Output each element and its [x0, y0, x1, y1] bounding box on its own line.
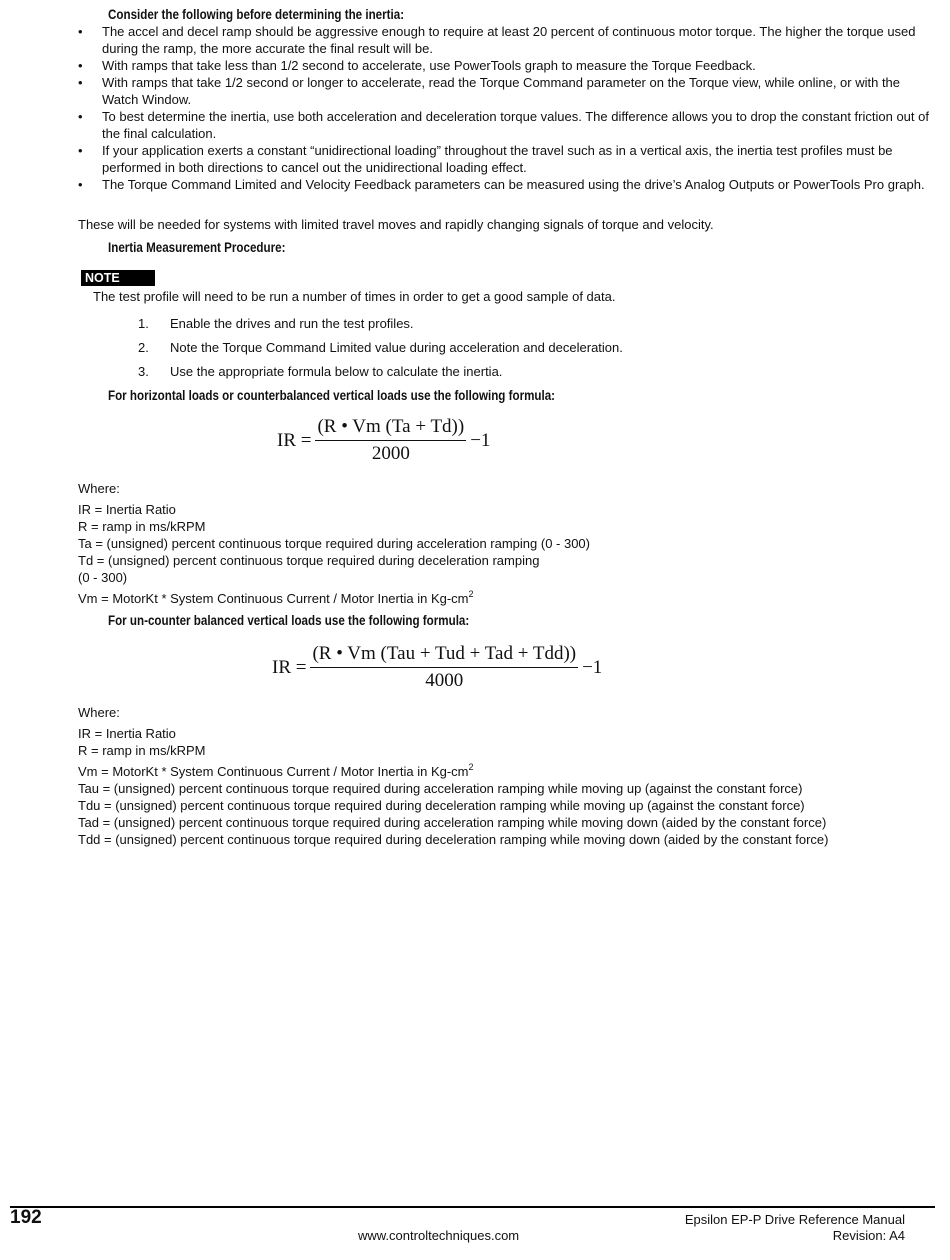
list-item [138, 315, 623, 339]
definition-line: Tdd = (unsigned) percent continuous torque required during deceleration ramping while moving down (aided by the constant force) [78, 832, 829, 847]
list-item-text: The Torque Command Limited and Velocity Feedback parameters can be measured using the drive’s Analog Outputs or PowerTools Pro graph. [102, 177, 925, 192]
vm-definition: Vm = MotorKt * System Continuous Current / Motor Inertia in Kg-cm [78, 591, 469, 606]
bullet-marker: • [78, 58, 83, 73]
list-item-text: If your application exerts a constant “unidirectional loading” throughout the travel such as in a vertical axis, the inertia test profiles must be performed in both directions to cancel out the unidirectional loading effect. [102, 143, 893, 175]
vertical-formula [272, 643, 602, 692]
superscript: 2 [468, 589, 474, 599]
list-item [78, 142, 938, 176]
definition-line: IR = Inertia Ratio [78, 726, 176, 741]
manual-title: Epsilon EP-P Drive Reference Manual [684, 1212, 905, 1227]
list-item-text: With ramps that take 1/2 second or longer to accelerate, read the Torque Command parameter on the Torque view, while online, or with the Watch Window. [102, 75, 901, 107]
definition-line [78, 763, 828, 780]
step-text: Enable the drives and run the test profiles. [170, 316, 414, 331]
where-label: Where: [78, 705, 120, 720]
vm-definition: Vm = MotorKt * System Continuous Current / Motor Inertia in Kg-cm [78, 764, 469, 779]
superscript: 2 [468, 762, 474, 772]
definition-line: Tdu = (unsigned) percent continuous torque required during deceleration ramping while moving up (against the constant force) [78, 798, 805, 813]
step-text: Note the Torque Command Limited value during acceleration and deceleration. [170, 340, 623, 355]
formula-tail: −1 [582, 656, 603, 678]
step-number: 2. [138, 340, 149, 355]
page-number: 192 [10, 1207, 42, 1228]
formula-denominator: 2000 [371, 443, 410, 464]
horizontal-definitions [78, 480, 590, 607]
list-item [78, 74, 938, 108]
definition-line [78, 590, 590, 607]
definition-line: Tad = (unsigned) percent continuous torque required during acceleration ramping while moving down (aided by the constant force) [78, 815, 827, 830]
list-item [138, 339, 623, 363]
horizontal-formula [277, 416, 490, 465]
definition-line: Tau = (unsigned) percent continuous torque required during acceleration ramping while moving up (against the constant force) [78, 781, 803, 796]
definition-line: (0 - 300) [78, 570, 128, 585]
formula-denominator: 4000 [425, 670, 464, 691]
vertical-definitions [78, 704, 828, 848]
note-text: The test profile will need to be run a number of times in order to get a good sample of data. [93, 289, 616, 304]
formula-lhs: IR = [272, 656, 307, 678]
list-item [138, 363, 623, 387]
note-badge: NOTE [81, 270, 155, 286]
definition-line: IR = Inertia Ratio [78, 502, 176, 517]
formula-numerator: (R • Vm (Ta + Td)) [315, 416, 466, 441]
formula-fraction [315, 416, 466, 465]
footer-divider [10, 1206, 935, 1208]
revision-label: Revision: A4 [832, 1228, 905, 1243]
bullet-marker: • [78, 75, 83, 90]
list-item [78, 108, 938, 142]
definition-line: R = ramp in ms/kRPM [78, 519, 206, 534]
consider-heading: Consider the following before determining the inertia: [108, 7, 405, 22]
definition-line: Ta = (unsigned) percent continuous torque required during acceleration ramping (0 - 300) [78, 536, 590, 551]
list-item-text: The accel and decel ramp should be aggressive enough to require at least 20 percent of continuous motor torque. The higher the torque used during the ramp, the more accurate the final result will be. [102, 24, 916, 56]
definition-line: Td = (unsigned) percent continuous torque required during deceleration ramping [78, 553, 540, 568]
formula-tail: −1 [470, 429, 491, 451]
definition-line: R = ramp in ms/kRPM [78, 743, 206, 758]
bullet-marker: • [78, 24, 83, 39]
formula-numerator: (R • Vm (Tau + Tud + Tad + Tdd)) [310, 643, 578, 668]
bullet-marker: • [78, 143, 83, 158]
step-text: Use the appropriate formula below to calculate the inertia. [170, 364, 503, 379]
consider-closing-text: These will be needed for systems with limited travel moves and rapidly changing signals of torque and velocity. [78, 217, 714, 232]
bullet-marker: • [78, 177, 83, 192]
formula-lhs: IR = [277, 429, 312, 451]
where-label: Where: [78, 481, 120, 496]
step-number: 3. [138, 364, 149, 379]
formula-fraction [310, 643, 578, 692]
list-item [78, 57, 938, 74]
horizontal-formula-heading: For horizontal loads or counterbalanced vertical loads use the following formula: [108, 388, 556, 403]
vertical-formula-heading: For un-counter balanced vertical loads use the following formula: [108, 613, 470, 628]
list-item-text: With ramps that take less than 1/2 second to accelerate, use PowerTools graph to measure the Torque Feedback. [102, 58, 756, 73]
list-item [78, 23, 938, 57]
procedure-steps [138, 315, 623, 387]
procedure-heading: Inertia Measurement Procedure: [108, 240, 286, 255]
consider-bullet-list [78, 23, 938, 193]
step-number: 1. [138, 316, 149, 331]
bullet-marker: • [78, 109, 83, 124]
list-item-text: To best determine the inertia, use both acceleration and deceleration torque values. The difference allows you to drop the constant friction out of the final calculation. [102, 109, 929, 141]
list-item [78, 176, 938, 193]
website-link[interactable]: www.controltechniques.com [358, 1228, 520, 1243]
